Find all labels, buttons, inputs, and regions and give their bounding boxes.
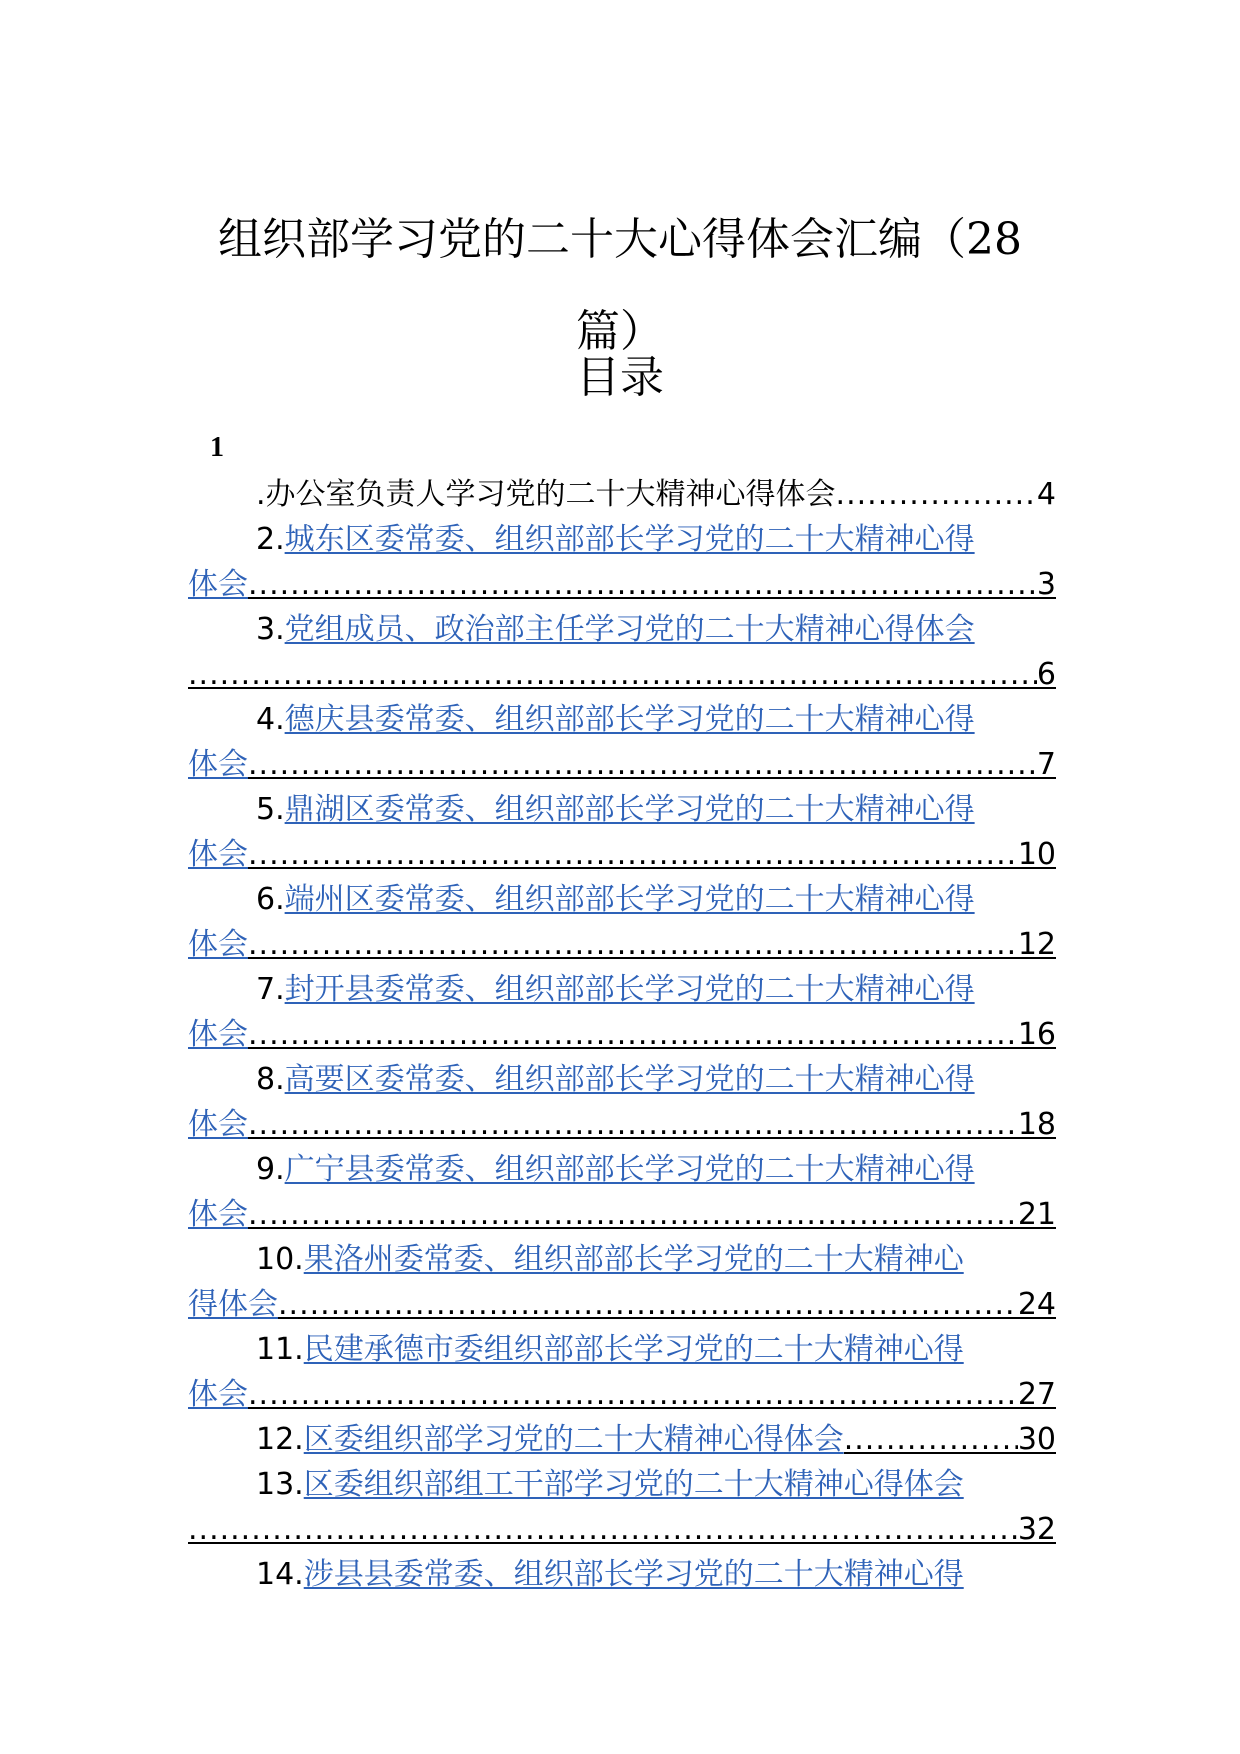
toc-entry[interactable] bbox=[188, 1552, 1056, 1597]
dot-leader bbox=[248, 832, 1018, 877]
toc-entry[interactable] bbox=[188, 1237, 1056, 1282]
toc-entry-number: 11. bbox=[256, 1332, 304, 1367]
dot-leader bbox=[248, 562, 1037, 607]
toc-entry[interactable] bbox=[188, 607, 1056, 652]
toc-entry-continuation bbox=[188, 1282, 1056, 1327]
toc-entry-link[interactable]: 党组成员、政治部主任学习党的二十大精神心得体会 bbox=[284, 612, 975, 647]
toc-entry[interactable] bbox=[188, 877, 1056, 922]
dot-leader bbox=[248, 1102, 1018, 1147]
toc-entry-link-tail[interactable]: 体会 bbox=[188, 747, 248, 782]
toc-page-number: 16 bbox=[1017, 1017, 1056, 1052]
toc-entry-link-tail[interactable]: 体会 bbox=[188, 1107, 248, 1142]
toc-entry-link-tail[interactable]: 体会 bbox=[188, 1377, 248, 1412]
toc-entry-link-tail[interactable]: 体会 bbox=[188, 1197, 248, 1232]
toc-page-number: 32 bbox=[1017, 1512, 1056, 1547]
toc-entry-link-tail[interactable]: 体会 bbox=[188, 567, 248, 602]
dot-leader bbox=[248, 742, 1037, 787]
table-of-contents bbox=[188, 472, 1056, 1597]
dot-leader bbox=[248, 1192, 1018, 1237]
toc-page-number: 24 bbox=[1017, 1287, 1056, 1322]
toc-entry-number: 9. bbox=[256, 1152, 285, 1187]
toc-entry-continuation bbox=[188, 742, 1056, 787]
dot-leader bbox=[248, 922, 1018, 967]
title-number: 28 bbox=[966, 214, 1022, 266]
toc-entry-link-tail[interactable]: 体会 bbox=[188, 1017, 248, 1052]
toc-page-number: 3 bbox=[1036, 567, 1056, 602]
toc-entry-number: 4. bbox=[256, 702, 285, 737]
dot-leader bbox=[248, 1012, 1018, 1057]
toc-entry-number: 5. bbox=[256, 792, 285, 827]
toc-entry[interactable] bbox=[188, 1417, 1056, 1462]
toc-entry-number: 10. bbox=[256, 1242, 304, 1277]
toc-entry-link-tail[interactable]: 体会 bbox=[188, 927, 248, 962]
toc-page-number: 12 bbox=[1017, 927, 1056, 962]
toc-entry-number: 6. bbox=[256, 882, 285, 917]
toc-entry-continuation bbox=[188, 1372, 1056, 1417]
toc-page-number: 27 bbox=[1017, 1377, 1056, 1412]
toc-entry[interactable] bbox=[188, 1147, 1056, 1192]
toc-entry-continuation bbox=[188, 1192, 1056, 1237]
toc-entry-number: . bbox=[256, 477, 266, 512]
toc-page-number: 10 bbox=[1017, 837, 1056, 872]
toc-heading: 目录 bbox=[576, 352, 664, 403]
toc-entry-continuation bbox=[188, 1012, 1056, 1057]
toc-entry-continuation bbox=[188, 832, 1056, 877]
toc-entry-number: 13. bbox=[256, 1467, 304, 1502]
toc-entry-number: 12. bbox=[256, 1422, 304, 1457]
toc-entry-continuation bbox=[188, 652, 1056, 697]
toc-entry-continuation bbox=[188, 1507, 1056, 1552]
toc-entry-link-tail[interactable]: 得体会 bbox=[188, 1287, 278, 1322]
title-main: 组织部学习党的二十大心得体会汇编（ bbox=[218, 214, 966, 266]
toc-entry-link[interactable]: 鼎湖区委常委、组织部部长学习党的二十大精神心得 bbox=[284, 792, 975, 827]
toc-entry-link[interactable]: 端州区委常委、组织部部长学习党的二十大精神心得 bbox=[284, 882, 975, 917]
toc-entry[interactable] bbox=[188, 517, 1056, 562]
dot-leader bbox=[844, 1417, 1018, 1462]
toc-entry-link[interactable]: 涉县县委常委、组织部长学习党的二十大精神心得 bbox=[303, 1557, 964, 1592]
toc-entry-link[interactable]: 城东区委常委、组织部部长学习党的二十大精神心得 bbox=[284, 522, 975, 557]
toc-entry[interactable] bbox=[188, 697, 1056, 742]
dot-leader bbox=[248, 1372, 1018, 1417]
toc-page-number: 18 bbox=[1017, 1107, 1056, 1142]
toc-page-number: 4 bbox=[1036, 477, 1056, 512]
toc-page-number: 7 bbox=[1036, 747, 1056, 782]
toc-entry-number: 14. bbox=[256, 1557, 304, 1592]
toc-entry-link-tail[interactable]: 体会 bbox=[188, 837, 248, 872]
toc-entry[interactable] bbox=[188, 967, 1056, 1012]
toc-entry-link[interactable]: 封开县委常委、组织部部长学习党的二十大精神心得 bbox=[284, 972, 975, 1007]
toc-entry-link[interactable]: 果洛州委常委、组织部部长学习党的二十大精神心 bbox=[303, 1242, 964, 1277]
toc-entry-link[interactable]: 区委组织部学习党的二十大精神心得体会 bbox=[303, 1422, 844, 1457]
toc-entry-link[interactable]: 民建承德市委组织部部长学习党的二十大精神心得 bbox=[303, 1332, 964, 1367]
toc-entry-link[interactable]: 广宁县委常委、组织部部长学习党的二十大精神心得 bbox=[284, 1152, 975, 1187]
toc-page-number: 6 bbox=[1036, 657, 1056, 692]
toc-entry-number: 3. bbox=[256, 612, 285, 647]
toc-entry[interactable] bbox=[188, 1462, 1056, 1507]
list-number: 1 bbox=[210, 432, 224, 463]
toc-entry-number: 8. bbox=[256, 1062, 285, 1097]
toc-entry-link[interactable]: 办公室负责人学习党的二十大精神心得体会 bbox=[265, 477, 836, 512]
toc-entry[interactable] bbox=[188, 787, 1056, 832]
toc-page-number: 30 bbox=[1017, 1422, 1056, 1457]
toc-entry-continuation bbox=[188, 1102, 1056, 1147]
toc-entry[interactable] bbox=[188, 1057, 1056, 1102]
toc-entry[interactable] bbox=[188, 1327, 1056, 1372]
toc-entry-link[interactable]: 区委组织部组工干部学习党的二十大精神心得体会 bbox=[303, 1467, 964, 1502]
title-end: 篇） bbox=[576, 306, 664, 358]
toc-entry-continuation bbox=[188, 562, 1056, 607]
toc-entry-number: 2. bbox=[256, 522, 285, 557]
toc-entry-number: 7. bbox=[256, 972, 285, 1007]
toc-entry[interactable] bbox=[188, 472, 1056, 517]
dot-leader bbox=[278, 1282, 1018, 1327]
toc-entry-link[interactable]: 高要区委常委、组织部部长学习党的二十大精神心得 bbox=[284, 1062, 975, 1097]
toc-entry-link[interactable]: 德庆县委常委、组织部部长学习党的二十大精神心得 bbox=[284, 702, 975, 737]
dot-leader bbox=[836, 472, 1037, 517]
dot-leader bbox=[188, 1507, 1018, 1552]
toc-page-number: 21 bbox=[1017, 1197, 1056, 1232]
dot-leader bbox=[188, 652, 1037, 697]
toc-entry-continuation bbox=[188, 922, 1056, 967]
